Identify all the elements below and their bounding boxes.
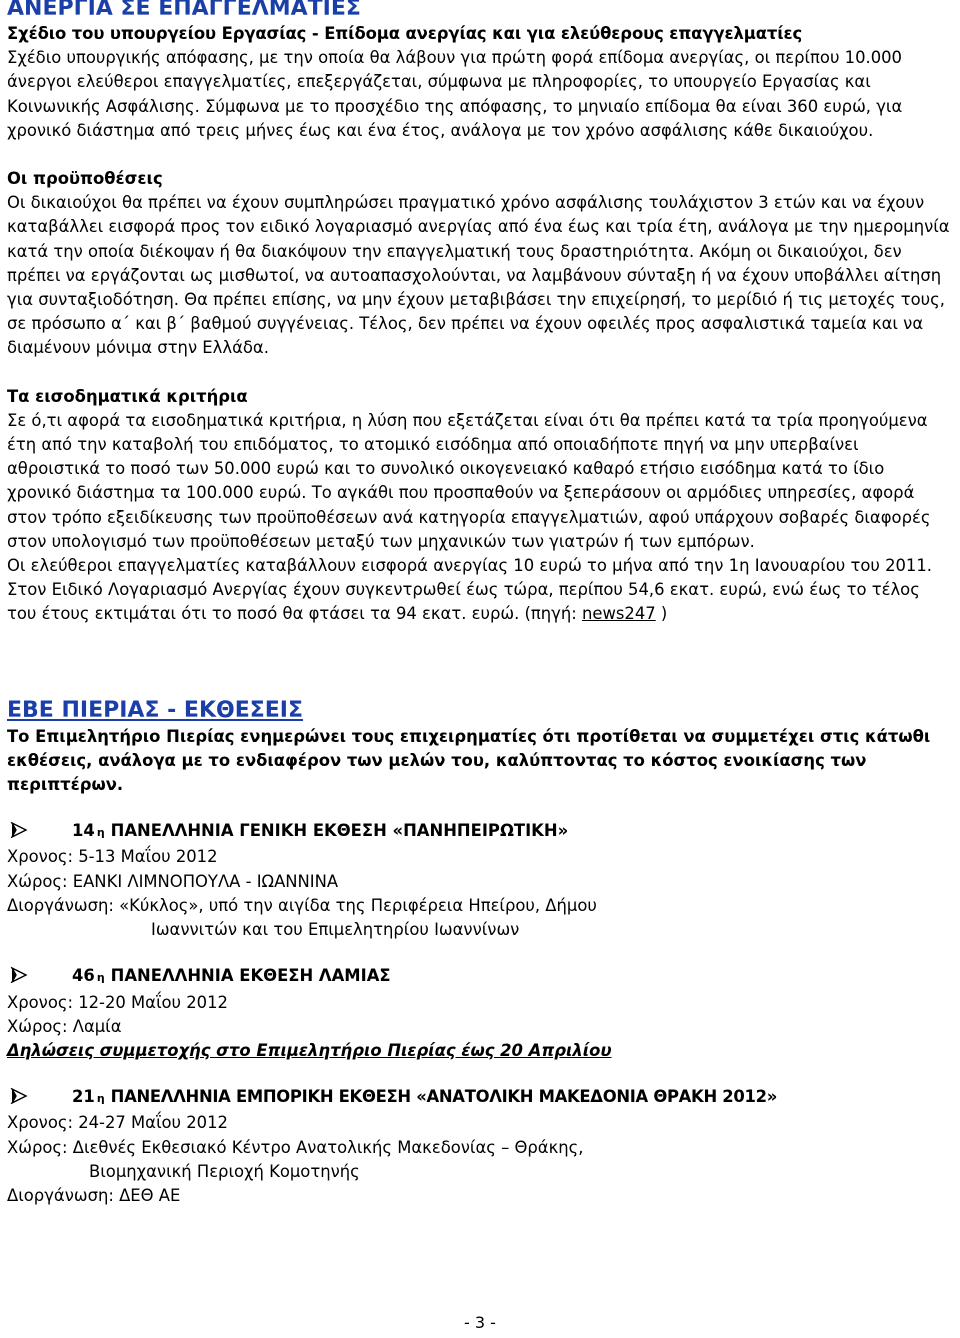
income-heading: Τα εισοδηματικά κριτήρια xyxy=(7,386,248,406)
exhibition-time: Χρονος: 24-27 Μαΐου 2012 xyxy=(7,1113,228,1133)
exhibition-time: Χρονος: 5-13 Μαΐου 2012 xyxy=(7,847,218,867)
exhibition-organizer-cont: Ιωαννιτών και του Επιμελητηρίου Ιωαννίνων xyxy=(151,920,520,940)
exhibition-number: 46 xyxy=(72,966,95,986)
exhibition-ordinal: η xyxy=(96,1092,105,1106)
exhibition-title xyxy=(7,964,953,990)
income-text-2 xyxy=(7,554,953,627)
conditions-heading: Οι προϋποθέσεις xyxy=(7,169,163,189)
exhibition-note: Δηλώσεις συμμετοχής στο Επιμελητήριο Πιερίας έως 20 Απριλίου xyxy=(7,1040,612,1060)
conditions-text: Οι δικαιούχοι θα πρέπει να έχουν συμπληρώσει πραγματικό χρόνο ασφάλισης τουλάχιστον 3 ετών και να έχουν καταβάλλει εισφορά προς τον ειδικό λογαριασμό ανεργίας από ένα έως και τρία έτη, ανάλογα με την ημερομηνία κατά την οποία διέκοψαν ή θα διακόψουν την επαγγελματική τους δραστηριότητα. Ακόμη οι δικαιούχοι, δεν πρέπει να εργάζονται ως μισθωτοί, να αυτοαπασχολούνται, να λαμβάνουν σύνταξη ή να έχουν υποβάλλει αίτηση για συνταξιοδότηση. Θα πρέπει επίσης, να μην έχουν μεταβιβάσει την επιχείρησή, το μερίδιό ή τις μετοχές τους, σε πρόσωπο α΄ και β΄ βαθμού συγγένειας. Τέλος, δεν πρέπει να έχουν οφειλές προς ασφαλιστικά ταμεία και να διαμένουν μόνιμα στην Ελλάδα. xyxy=(7,193,950,358)
arrow-bullet-icon xyxy=(10,1085,72,1109)
arrow-bullet-icon xyxy=(10,964,72,988)
exhibitions-lead: Το Επιμελητήριο Πιερίας ενημερώνει τους επιχειρηματίες ότι προτίθεται να συμμετέχει στις κάτωθι εκθέσεις, ανάλογα με το ενδιαφέρον των μελών του, καλύπτοντας το κόστος ενοικίασης των περιπτέρων. xyxy=(7,726,931,795)
exhibition-item xyxy=(7,964,953,1063)
article-title-exhibitions: ΕΒΕ ΠΙΕΡΙΑΣ - ΕΚΘΕΣΕΙΣ xyxy=(7,697,304,723)
article-title-unemployment: ΑΝΕΡΓΙΑ ΣΕ ΕΠΑΓΓΕΛΜΑΤΙΕΣ xyxy=(7,0,361,21)
source-prefix: (πηγή: xyxy=(524,604,583,624)
exhibition-name: ΠΑΝΕΛΛΗΝΙΑ ΕΜΠΟΡΙΚΗ ΕΚΘΕΣΗ «ΑΝΑΤΟΛΙΚΗ ΜΑΚΕΔΟΝΙΑ ΘΡΑΚΗ 2012» xyxy=(110,1087,777,1107)
exhibition-title xyxy=(7,819,953,845)
income-text-2-body: Οι ελεύθεροι επαγγελματίες καταβάλλουν εισφορά ανεργίας 10 ευρώ το μήνα από την 1η Ιανουαρίου του 2011. Στον Ειδικό Λογαριασμό Ανεργίας έχουν συγκεντρωθεί έως τώρα, περίπου 54,6 εκατ. ευρώ, ενώ έως το τέλος του έτους εκτιμάται ότι το ποσό θα φτάσει τα 94 εκατ. ευρώ. xyxy=(7,556,932,624)
exhibition-ordinal: η xyxy=(96,826,105,840)
exhibition-time: Χρονος: 12-20 Μαΐου 2012 xyxy=(7,992,228,1012)
source-suffix: ) xyxy=(655,604,668,624)
exhibition-item xyxy=(7,819,953,942)
exhibition-ordinal: η xyxy=(96,971,105,985)
exhibition-place-cont: Βιομηχανική Περιοχή Κομοτηνής xyxy=(89,1161,360,1181)
exhibition-place: Χώρος: Λαμία xyxy=(7,1016,122,1036)
exhibition-title xyxy=(7,1085,953,1111)
source-link[interactable]: news247 xyxy=(582,604,656,624)
exhibition-organizer: Διοργάνωση: «Κύκλος», υπό την αιγίδα της Περιφέρεια Ηπείρου, Δήμου xyxy=(7,895,597,915)
article-subtitle: Σχέδιο του υπουργείου Εργασίας - Επίδομα ανεργίας και για ελεύθερους επαγγελματίες xyxy=(7,24,803,43)
exhibition-item xyxy=(7,1085,953,1208)
article-intro: Σχέδιο υπουργικής απόφασης, με την οποία θα λάβουν για πρώτη φορά επίδομα ανεργίας, οι περίπου 10.000 άνεργοι ελεύθεροι επαγγελματίες, επεξεργάζεται, σύμφωνα με πληροφορίες, το υπουργείο Εργασίας και Κοινωνικής Ασφάλισης. Σύμφωνα με το προσχέδιο της απόφασης, το μηνιαίο επίδομα θα είναι 360 ευρώ, για χρονικό διάστημα από τρεις μήνες έως και ένα έτος, ανάλογα με τον χρόνο ασφάλισης κάθε δικαιούχου. xyxy=(7,48,903,140)
exhibition-place: Χώρος: Διεθνές Εκθεσιακό Κέντρο Ανατολικής Μακεδονίας – Θράκης, xyxy=(7,1137,584,1157)
exhibition-organizer: Διοργάνωση: ΔΕΘ ΑΕ xyxy=(7,1185,181,1205)
income-text: Σε ό,τι αφορά τα εισοδηματικά κριτήρια, η λύση που εξετάζεται είναι ότι θα πρέπει κατά τα τρία προηγούμενα έτη από την καταβολή του επιδόματος, το ατομικό εισόδημα από οποιαδήποτε πηγή να μην υπερβαίνει αθροιστικά το ποσό των 50.000 ευρώ και το συνολικό οικογενειακό καθαρό ετήσιο εισόδημα κατά το ίδιο χρονικό διάστημα τα 100.000 ευρώ. Το αγκάθι που προσπαθούν να ξεπεράσουν οι αρμόδιες υπηρεσίες, αφορά στον τρόπο εξειδίκευσης των προϋποθέσεων ανά κατηγορία επαγγελματιών, αφού υπάρχουν σοβαρές διαφορές στον υπολογισμό των προϋποθέσεων μεταξύ των μηχανικών των γιατρών ή των εμπόρων. xyxy=(7,410,931,551)
exhibition-number: 21 xyxy=(72,1087,95,1107)
exhibition-number: 14 xyxy=(72,821,95,841)
exhibition-place: Χώρος: ΕΑΝΚΙ ΛΙΜΝΟΠΟΥΛΑ - ΙΩΑΝΝΙΝΑ xyxy=(7,871,339,891)
arrow-bullet-icon xyxy=(10,819,72,843)
exhibition-name: ΠΑΝΕΛΛΗΝΙΑ ΓΕΝΙΚΗ ΕΚΘΕΣΗ «ΠΑΝΗΠΕΙΡΩΤΙΚΗ» xyxy=(110,821,569,841)
page-number: - 3 - xyxy=(464,1313,496,1332)
exhibition-name: ΠΑΝΕΛΛΗΝΙΑ ΕΚΘΕΣΗ ΛΑΜΙΑΣ xyxy=(110,966,391,986)
